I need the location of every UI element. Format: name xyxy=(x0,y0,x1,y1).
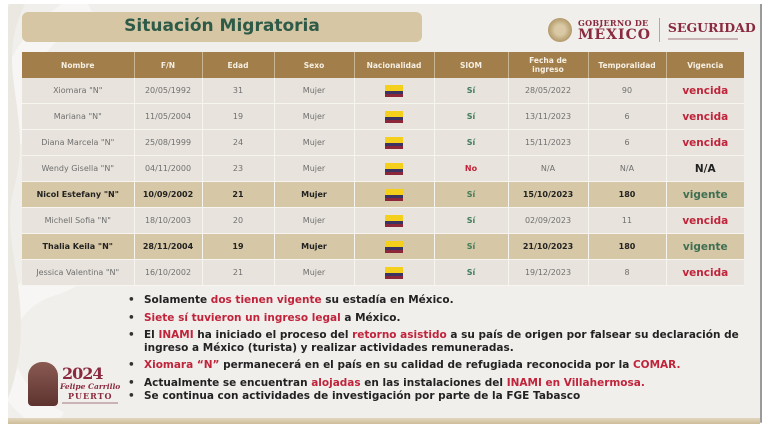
cell-siom xyxy=(434,234,508,260)
notes-list xyxy=(126,294,756,404)
cell-fecha-ingreso: N/A xyxy=(508,156,588,182)
siom-value: Sí xyxy=(466,112,476,121)
cell-fecha-ingreso: 19/12/2023 xyxy=(508,260,588,286)
colombia-flag-icon xyxy=(385,189,403,201)
cell-edad: 31 xyxy=(202,78,274,104)
cell-fn: 28/11/2004 xyxy=(134,234,202,260)
cell-fn: 10/09/2002 xyxy=(134,182,202,208)
colombia-flag-icon xyxy=(385,163,403,175)
colombia-flag-icon xyxy=(385,85,403,97)
note-highlight: INAMI en Villahermosa. xyxy=(506,376,645,389)
cell-nombre: Xiomara "N" xyxy=(22,78,134,104)
title-banner xyxy=(22,12,422,42)
note-text: Actualmente se encuentran xyxy=(144,376,312,389)
siom-value: Sí xyxy=(466,216,476,225)
cell-fecha-ingreso: 15/11/2023 xyxy=(508,130,588,156)
table-row xyxy=(22,208,744,234)
cell-sexo: Mujer xyxy=(274,130,354,156)
gobierno-wordmark xyxy=(578,18,651,42)
brand-fine-print xyxy=(62,402,118,404)
migration-status-table xyxy=(22,52,744,286)
cell-fn: 11/05/2004 xyxy=(134,104,202,130)
slide xyxy=(8,4,762,423)
cell-nacionalidad xyxy=(354,208,434,234)
cell-nacionalidad xyxy=(354,182,434,208)
cell-nombre: Nicol Estefany "N" xyxy=(22,182,134,208)
col-header-siom: SIOM xyxy=(434,52,508,78)
note-highlight: dos tienen vigente xyxy=(210,294,322,306)
felipe-carrillo-puerto-2024-logo xyxy=(20,362,130,414)
note-item xyxy=(126,294,756,307)
agency-name: SEGURIDAD xyxy=(667,20,756,35)
colombia-flag-icon xyxy=(385,241,403,253)
brand-year: 2024 xyxy=(62,364,103,383)
vigencia-status-badge: vencida xyxy=(682,110,729,123)
cell-temporalidad: 11 xyxy=(588,208,666,234)
note-item xyxy=(126,377,756,390)
page-title: Situación Migratoria xyxy=(124,16,320,36)
cell-edad: 19 xyxy=(202,104,274,130)
col-header-temporalidad: Temporalidad xyxy=(588,52,666,78)
cell-edad: 20 xyxy=(202,208,274,234)
cell-sexo: Mujer xyxy=(274,208,354,234)
note-highlight: Xiomara “N” xyxy=(144,359,220,371)
vigencia-status-badge: vigente xyxy=(682,188,728,201)
cell-siom xyxy=(434,78,508,104)
vigencia-status-badge: vigente xyxy=(682,240,728,253)
table-row xyxy=(22,234,744,260)
cell-fecha-ingreso: 21/10/2023 xyxy=(508,234,588,260)
table-row xyxy=(22,260,744,286)
cell-fn: 16/10/2002 xyxy=(134,260,202,286)
cell-siom xyxy=(434,130,508,156)
cell-temporalidad: 180 xyxy=(588,234,666,260)
vigencia-status-badge: N/A xyxy=(694,162,716,175)
note-text: a México. xyxy=(340,311,401,324)
cell-fn: 18/10/2003 xyxy=(134,208,202,234)
cell-temporalidad: 8 xyxy=(588,260,666,286)
col-header-fn: F/N xyxy=(134,52,202,78)
cell-nacionalidad xyxy=(354,260,434,286)
cell-edad: 19 xyxy=(202,234,274,260)
note-text: en las instalaciones del xyxy=(360,376,507,389)
cell-sexo: Mujer xyxy=(274,234,354,260)
cell-edad: 21 xyxy=(202,260,274,286)
note-item xyxy=(126,390,756,403)
cell-vigencia xyxy=(666,182,744,208)
logo-line1: GOBIERNO DE xyxy=(578,18,649,28)
cell-sexo: Mujer xyxy=(274,104,354,130)
cell-sexo: Mujer xyxy=(274,260,354,286)
colombia-flag-icon xyxy=(385,137,403,149)
cell-nombre: Diana Marcela "N" xyxy=(22,130,134,156)
cell-nombre: Wendy Gisella "N" xyxy=(22,156,134,182)
table-header-row xyxy=(22,52,744,78)
agency-subtitle xyxy=(668,38,738,40)
cell-siom xyxy=(434,104,508,130)
logo-divider xyxy=(659,18,660,42)
cell-nombre: Mariana "N" xyxy=(22,104,134,130)
table-row xyxy=(22,104,744,130)
cell-temporalidad: 6 xyxy=(588,104,666,130)
cell-vigencia xyxy=(666,104,744,130)
note-text: a su país de origen por falsear su declaración de ingreso a México (turista) y realizar actividades remuneradas. xyxy=(144,329,739,354)
table-row xyxy=(22,156,744,182)
note-highlight: alojadas xyxy=(311,376,361,389)
cell-nombre: Thalia Keila "N" xyxy=(22,234,134,260)
cell-edad: 21 xyxy=(202,182,274,208)
cell-nombre: Jessica Valentina "N" xyxy=(22,260,134,286)
siom-value: Sí xyxy=(466,268,476,277)
col-header-nombre: Nombre xyxy=(22,52,134,78)
cell-sexo: Mujer xyxy=(274,182,354,208)
brand-name-line1: Felipe Carrillo xyxy=(60,382,121,391)
table-row xyxy=(22,182,744,208)
colombia-flag-icon xyxy=(385,111,403,123)
note-text: permanecerá en el país en su calidad de refugiada reconocida por la xyxy=(219,359,633,371)
vigencia-status-badge: vencida xyxy=(682,84,729,97)
note-highlight: Siete sí tuvieron un ingreso legal xyxy=(144,311,341,324)
cell-siom xyxy=(434,182,508,208)
cell-nacionalidad xyxy=(354,78,434,104)
cell-fecha-ingreso: 28/05/2022 xyxy=(508,78,588,104)
cell-siom xyxy=(434,208,508,234)
note-text: Se continua con actividades de investigación por parte de la FGE Tabasco xyxy=(144,390,581,402)
cell-nacionalidad xyxy=(354,130,434,156)
siom-value: Sí xyxy=(466,190,476,199)
note-item xyxy=(126,329,756,354)
cell-nacionalidad xyxy=(354,156,434,182)
cell-edad: 23 xyxy=(202,156,274,182)
colombia-flag-icon xyxy=(385,215,403,227)
slide-shadow-base xyxy=(8,418,760,424)
cell-vigencia xyxy=(666,78,744,104)
cell-fecha-ingreso: 02/09/2023 xyxy=(508,208,588,234)
vigencia-status-badge: vencida xyxy=(682,214,729,227)
cell-temporalidad: 90 xyxy=(588,78,666,104)
col-header-nacionalidad: Nacionalidad xyxy=(354,52,434,78)
cell-vigencia xyxy=(666,260,744,286)
note-item xyxy=(126,312,756,325)
cell-fn: 04/11/2000 xyxy=(134,156,202,182)
table-row xyxy=(22,78,744,104)
cell-fecha-ingreso: 15/10/2023 xyxy=(508,182,588,208)
cell-temporalidad: N/A xyxy=(588,156,666,182)
col-header-sexo: Sexo xyxy=(274,52,354,78)
cell-vigencia xyxy=(666,156,744,182)
vigencia-status-badge: vencida xyxy=(682,136,729,149)
note-highlight: INAMI xyxy=(158,329,194,341)
cell-fn: 20/05/1992 xyxy=(134,78,202,104)
note-text: El xyxy=(144,329,159,341)
cell-vigencia xyxy=(666,130,744,156)
siom-value: Sí xyxy=(466,86,476,95)
note-text: ha iniciado el proceso del xyxy=(193,329,353,341)
siom-value: Sí xyxy=(466,242,476,251)
table-row xyxy=(22,130,744,156)
note-item xyxy=(126,359,756,372)
col-header-vigencia: Vigencia xyxy=(666,52,744,78)
col-header-fecha-ingreso: Fecha de ingreso xyxy=(508,52,588,78)
cell-sexo: Mujer xyxy=(274,156,354,182)
cell-temporalidad: 6 xyxy=(588,130,666,156)
siom-value: No xyxy=(464,164,478,173)
cell-vigencia xyxy=(666,234,744,260)
note-highlight: COMAR. xyxy=(632,359,681,371)
note-highlight: retorno asistido xyxy=(352,329,447,341)
logo-line2: MÉXICO xyxy=(578,27,651,43)
siom-value: Sí xyxy=(466,138,476,147)
colombia-flag-icon xyxy=(385,267,403,279)
note-text: su estadía en México. xyxy=(321,294,454,306)
cell-fn: 25/08/1999 xyxy=(134,130,202,156)
portrait-icon xyxy=(28,362,58,406)
cell-vigencia xyxy=(666,208,744,234)
vigencia-status-badge: vencida xyxy=(682,266,729,279)
col-header-edad: Edad xyxy=(202,52,274,78)
brand-name-line2: PUERTO xyxy=(68,391,113,401)
cell-sexo: Mujer xyxy=(274,78,354,104)
cell-fecha-ingreso: 13/11/2023 xyxy=(508,104,588,130)
national-seal-icon xyxy=(548,18,572,42)
cell-temporalidad: 180 xyxy=(588,182,666,208)
cell-edad: 24 xyxy=(202,130,274,156)
cell-nacionalidad xyxy=(354,104,434,130)
cell-nombre: Michell Sofia "N" xyxy=(22,208,134,234)
cell-siom xyxy=(434,260,508,286)
cell-siom xyxy=(434,156,508,182)
cell-nacionalidad xyxy=(354,234,434,260)
note-text: Solamente xyxy=(144,294,211,306)
gobierno-logo xyxy=(548,18,756,42)
